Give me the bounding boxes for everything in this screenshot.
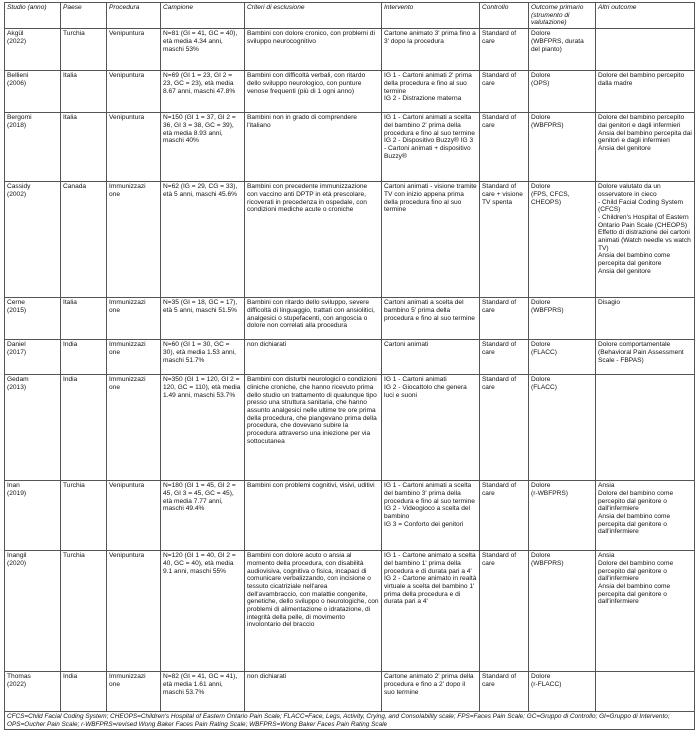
cell-intervention: Cartoni animati - visione tramite TV con inizio appena prima della procedura fino al suo termine [382, 182, 480, 298]
cell-sample: N=60 (GI 1 = 30, GC = 30), età media 1.53 anni, maschi 51.7% [161, 340, 245, 375]
cell-exclusion: Bambini con ritardo dello sviluppo, severe difficoltà di linguaggio, trattati con ansiolitici, analgesici o stupefacenti, con angoscia o dolore non correlati alla procedura [245, 298, 382, 340]
cell-intervention: IG 1 - Cartoni animati a scelta del bambino 2' prima della procedura e fino al suo termine IG 2 - Dispositivo Buzzy® IG 3 - Cartoni animati + dispositivo Buzzy® [382, 113, 480, 182]
table-row [5, 672, 695, 712]
table-row [5, 298, 695, 340]
cell-country: Turchia [61, 551, 107, 672]
cell-country: Canada [61, 182, 107, 298]
cell-sample: N=69 (GI 1 = 23, GI 2 = 23, GC = 23), età media 8.67 anni, maschi 47.8% [161, 71, 245, 113]
table-row [5, 340, 695, 375]
header-exclusion: Criteri di esclusione [245, 3, 382, 29]
cell-study: Inangil (2020) [5, 551, 61, 672]
cell-control: Standard of care [480, 672, 529, 712]
cell-control: Standard of care [480, 29, 529, 71]
cell-procedure: Venipuntura [107, 29, 161, 71]
table-body [5, 29, 695, 712]
cell-other-outcomes: Dolore del bambino percepito dalla madre [596, 71, 695, 113]
cell-country: India [61, 340, 107, 375]
cell-primary-outcome: Dolore (WBFPRS) [529, 298, 596, 340]
cell-control: Standard of care [480, 298, 529, 340]
cell-procedure: Immunizzazi one [107, 298, 161, 340]
table-row [5, 113, 695, 182]
cell-study: Bellieni (2006) [5, 71, 61, 113]
cell-exclusion: non dichiarati [245, 672, 382, 712]
cell-procedure: Venipuntura [107, 113, 161, 182]
cell-intervention: IG 1 - Cartoni animati a scelta del bambino 3' prima della procedura e fino al suo termine IG 2 - Videogioco a scelta del bambino IG 3 = Conforto dei genitori [382, 481, 480, 551]
cell-exclusion: Bambini con difficoltà verbali, con ritardo dello sviluppo neurologico, con punture venose frequenti (più di 1 ogni anno) [245, 71, 382, 113]
cell-procedure: Venipuntura [107, 481, 161, 551]
cell-procedure: Immunizzazi one [107, 375, 161, 481]
cell-primary-outcome: Dolore (FLACC) [529, 375, 596, 481]
cell-primary-outcome: Dolore (FPS, CFCS, CHEOPS) [529, 182, 596, 298]
cell-primary-outcome: Dolore (WBFPRS, durata del pianto) [529, 29, 596, 71]
cell-primary-outcome: Dolore (r-WBFPRS) [529, 481, 596, 551]
cell-sample: N=35 (GI = 18, GC = 17), età 5 anni, maschi 51.5% [161, 298, 245, 340]
cell-control: Standard of care [480, 375, 529, 481]
header-study: Studio (anno) [5, 3, 61, 29]
header-country: Paese [61, 3, 107, 29]
cell-exclusion: Bambini con dolore acuto o ansia al momento della procedura, con disabilità audiovisiva, cognitiva o fisica, incapaci di comunicare verbalizzando, con incisione o tessuto cicatriziale nell'area dell'avambraccio, con malattie congenite, genetiche, dello sviluppo o neurologiche, con problemi di alimentazione o idratazione, di integrità della pelle, di movimento involontario del braccio [245, 551, 382, 672]
cell-exclusion: Bambini non in grado di comprendere l'italiano [245, 113, 382, 182]
cell-sample: N=81 (GI = 41, GC = 40), età media 4.34 anni, maschi 53% [161, 29, 245, 71]
cell-other-outcomes: Disagio [596, 298, 695, 340]
table-row [5, 71, 695, 113]
cell-study: Inan (2019) [5, 481, 61, 551]
cell-primary-outcome: Dolore (WBFPRS) [529, 551, 596, 672]
header-other-outcomes: Altri outcome [596, 3, 695, 29]
cell-other-outcomes: Ansia Dolore del bambino come percepito dal genitore o dall'infermiere Ansia del bambino come percepita dal genitore o dall'infermiere [596, 481, 695, 551]
studies-table-document [4, 2, 694, 730]
cell-control: Standard of care [480, 340, 529, 375]
cell-control: Standard of care + visione TV spenta [480, 182, 529, 298]
cell-procedure: Immunizzazi one [107, 182, 161, 298]
cell-study: Cassidy (2002) [5, 182, 61, 298]
cell-exclusion: Bambini con dolore cronico, con problemi di sviluppo neurocognitivo [245, 29, 382, 71]
table-row [5, 375, 695, 481]
header-sample: Campione [161, 3, 245, 29]
cell-primary-outcome: Dolore (OPS) [529, 71, 596, 113]
cell-country: India [61, 375, 107, 481]
cell-control: Standard of care [480, 481, 529, 551]
table-row [5, 551, 695, 672]
table-row [5, 29, 695, 71]
cell-exclusion: Bambini con problemi cognitivi, visivi, uditivi [245, 481, 382, 551]
header-primary-outcome: Outcome primario (strumento di valutazione) [529, 3, 596, 29]
cell-study: Cerne (2015) [5, 298, 61, 340]
cell-other-outcomes [596, 29, 695, 71]
cell-intervention: Cartone animato 3' prima fino a 3' dopo la procedura [382, 29, 480, 71]
cell-sample: N=62 (IG = 29, CG = 33), età 5 anni, maschi 45.6% [161, 182, 245, 298]
cell-procedure: Venipuntura [107, 551, 161, 672]
cell-country: Italia [61, 298, 107, 340]
table-row [5, 182, 695, 298]
cell-intervention: IG 1 - Cartone animato a scelta del bambino 1' prima della procedura e di durata pari a 4' IG 2 - Cartone animato in realtà virtuale a scelta del bambino 1' prima della procedura e di durata pari a 4' [382, 551, 480, 672]
cell-other-outcomes: Dolore del bambino percepito dai genitori e dagli infermieri Ansia del bambino percepita dai genitori e dagli infermieri Ansia del genitore [596, 113, 695, 182]
cell-procedure: Immunizzazi one [107, 340, 161, 375]
cell-intervention: Cartoni animati a scelta del bambino 5' prima della procedura e fino al suo termine [382, 298, 480, 340]
cell-country: Italia [61, 71, 107, 113]
cell-procedure: Immunizzazi one [107, 672, 161, 712]
cell-study: Akgül (2022) [5, 29, 61, 71]
cell-control: Standard of care [480, 113, 529, 182]
cell-other-outcomes: Dolore comportamentale (Behavioral Pain Assessment Scale - FBPAS) [596, 340, 695, 375]
header-procedure: Procedura [107, 3, 161, 29]
cell-sample: N=120 (GI 1 = 40, GI 2 = 40, GC = 40), età media 9.1 anni, maschi 55% [161, 551, 245, 672]
cell-other-outcomes [596, 375, 695, 481]
cell-primary-outcome: Dolore (r-FLACC) [529, 672, 596, 712]
cell-intervention: Cartone animato 2' prima della procedura e fino a 2' dopo il suo termine [382, 672, 480, 712]
cell-other-outcomes [596, 672, 695, 712]
cell-exclusion: Bambini con precedente immunizzazione con vaccino anti DPTP in età prescolare, ricoverati in precedenza in ospedale, con condizioni mediche acute o croniche [245, 182, 382, 298]
cell-country: Turchia [61, 481, 107, 551]
cell-country: Turchia [61, 29, 107, 71]
header-row [5, 3, 695, 29]
table-row [5, 481, 695, 551]
abbreviations-footnote: CFCS=Child Facial Coding System; CHEOPS=Children's Hospital of Eastern Ontario Pain Scale; FLACC=Face, Legs, Activity, Crying, and Consolability scale; FPS=Faces Pain Scale; GC=Gruppo di Controllo; GI=Gruppo di Intervento; OPS=Oucher Pain Scale; r-WBFPRS=revised Wong Baker Faces Pain Rating Scale; WBFPRS=Wong Baker Faces Pain Rating Scale [5, 712, 695, 730]
footnote-row [5, 712, 695, 730]
cell-exclusion: non dichiarati [245, 340, 382, 375]
cell-primary-outcome: Dolore (WBFPRS) [529, 113, 596, 182]
cell-study: Thomas (2022) [5, 672, 61, 712]
cell-country: Italia [61, 113, 107, 182]
cell-intervention: IG 1 - Cartoni animati IG 2 - Giocattolo che genera luci e suoni [382, 375, 480, 481]
cell-other-outcomes: Ansia Dolore del bambino come percepito dal genitore o dall'infermiere Ansia del bambino come percepita dal genitore o dall'infermiere [596, 551, 695, 672]
cell-study: Gedam (2013) [5, 375, 61, 481]
cell-study: Daniel (2017) [5, 340, 61, 375]
cell-study: Bergomi (2018) [5, 113, 61, 182]
cell-country: India [61, 672, 107, 712]
cell-other-outcomes: Dolore valutato da un osservatore in cieco - Child Facial Coding System (CFCS) - Children's Hospital of Eastern Ontario Pain Scale (CHEOPS) Effetto di distrazione dei cartoni animati (Watch needle vs watch TV) Ansia del bambino come percepita dal genitore Ansia del genitore [596, 182, 695, 298]
cell-control: Standard of care [480, 71, 529, 113]
cell-primary-outcome: Dolore (FLACC) [529, 340, 596, 375]
cell-sample: N=350 (GI 1 = 120, GI 2 = 120, GC = 110), età media 1.49 anni, maschi 53.7% [161, 375, 245, 481]
cell-sample: N=82 (GI = 41, GC = 41), età media 1.61 anni, maschi 53.7% [161, 672, 245, 712]
cell-procedure: Venipuntura [107, 71, 161, 113]
cell-exclusion: Bambini con disturbi neurologici o condizioni cliniche croniche, che hanno ricevuto prima dello studio un trattamento di qualunque tipo presso una struttura sanitaria, che hanno assunto analgesici nelle ultime tre ore prima della procedura, che piangevano prima della procedura, che dovevano subire la procedura attraverso una iniezione per via sottocutanea [245, 375, 382, 481]
cell-intervention: Cartoni animati [382, 340, 480, 375]
cell-intervention: IG 1 - Cartoni animati 2' prima della procedura e fino al suo termine IG 2 - Distrazione materna [382, 71, 480, 113]
cell-control: Standard of care [480, 551, 529, 672]
cell-sample: N=180 (GI 1 = 45, GI 2 = 45, GI 3 = 45, GC = 45), età media 7.77 anni, maschi 49.4% [161, 481, 245, 551]
header-control: Controllo [480, 3, 529, 29]
studies-table [4, 2, 695, 730]
header-intervention: Intervento [382, 3, 480, 29]
cell-sample: N=150 (GI 1 = 37, GI 2 = 36, GI 3 = 38, GC = 39), età media 8.93 anni, maschi 40% [161, 113, 245, 182]
